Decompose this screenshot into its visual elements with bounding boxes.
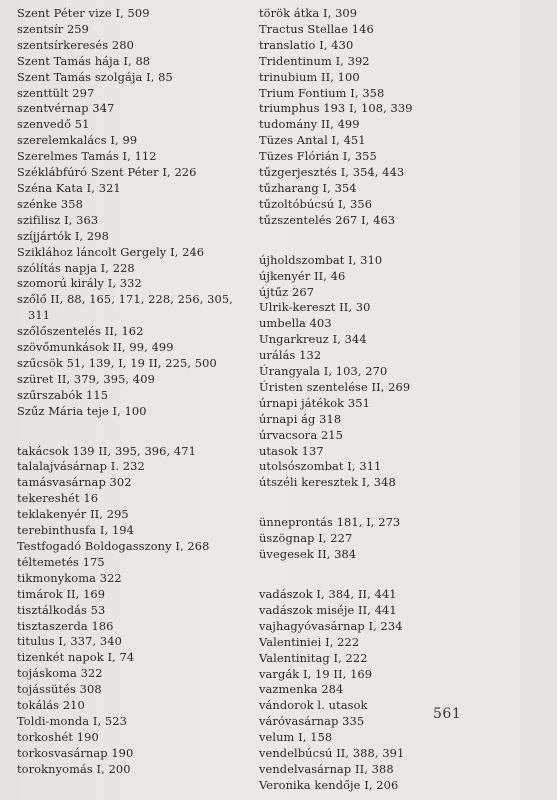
index-entry: vargák I, 19 II, 169 xyxy=(259,666,373,681)
index-entry: Tridentinum I, 392 xyxy=(259,53,370,68)
index-entry: szüret II, 379, 395, 409 xyxy=(17,371,155,386)
index-entry: szenvedő 51 xyxy=(17,117,90,132)
index-entry: útszéli keresztek I, 348 xyxy=(259,475,396,490)
page-number: 561 xyxy=(433,706,462,722)
index-entry: translatio I, 430 xyxy=(259,37,354,52)
index-entry: toroknyomás I, 200 xyxy=(17,761,131,776)
index-entry: Szerelmes Tamás I, 112 xyxy=(17,149,157,164)
index-entry: Úristen szentelése II, 269 xyxy=(259,379,411,394)
index-entry: szifilisz I, 363 xyxy=(17,212,99,227)
index-entry: Valentiniei I, 222 xyxy=(259,634,360,649)
index-entry: tudomány II, 499 xyxy=(259,117,360,132)
index-entry: úrnapi játékok 351 xyxy=(259,395,370,410)
index-entry: Úrangyala I, 103, 270 xyxy=(259,364,388,379)
index-entry: Toldi-monda I, 523 xyxy=(17,713,127,728)
index-entry: titulus I, 337, 340 xyxy=(17,634,122,649)
index-entry: tikmonykoma 322 xyxy=(17,570,122,585)
index-entry: Ungarkreuz I, 344 xyxy=(259,332,367,347)
index-entry: tizenkét napok I, 74 xyxy=(17,650,135,665)
index-entry: szénke 358 xyxy=(17,196,83,211)
index-entry: szőlő II, 88, 165, 171, 228, 256, 305, xyxy=(17,292,233,307)
index-entry: Széklábfúró Szent Péter I, 226 xyxy=(17,165,197,180)
index-entry: Tüzes Antal I, 451 xyxy=(259,133,366,148)
index-entry: talalajvásárnap I. 232 xyxy=(17,459,145,474)
index-entry: téltemetés 175 xyxy=(17,554,105,569)
index-entry: Széna Kata I, 321 xyxy=(17,180,121,195)
index-entry: szűcsök 51, 139, I, 19 II, 225, 500 xyxy=(17,355,217,370)
index-entry: szövőmunkások II, 99, 499 xyxy=(17,340,174,355)
index-entry: timárok II, 169 xyxy=(17,586,106,601)
index-entry: urálás 132 xyxy=(259,348,322,363)
index-entry: torkosvasárnap 190 xyxy=(17,745,134,760)
index-entry: Testfogadó Boldogasszony I, 268 xyxy=(17,539,210,553)
index-entry: tűzszentelés 267 I, 463 xyxy=(259,212,396,227)
index-entry: tojássütés 308 xyxy=(17,682,102,697)
index-entry: vendelvasárnap II, 388 xyxy=(259,761,394,776)
section-gap xyxy=(259,563,481,587)
index-entry: török átka I, 309 xyxy=(259,6,358,20)
index-column-left xyxy=(17,6,257,778)
index-entry: vadászok miséje II, 441 xyxy=(259,602,397,617)
index-entry: szűrszabók 115 xyxy=(17,387,109,402)
index-entry: trinubium II, 100 xyxy=(259,69,360,84)
index-entry: Valentinitag I, 222 xyxy=(259,650,368,665)
index-entry: vadászok I, 384, II, 441 xyxy=(259,587,397,601)
index-entry: velum I, 158 xyxy=(259,730,333,745)
index-entry: tűzgerjesztés I, 354, 443 xyxy=(259,165,405,180)
index-entry: Sziklához láncolt Gergely I, 246 xyxy=(17,244,205,259)
index-entry: szólítás napja I, 228 xyxy=(17,260,135,275)
index-entry: Ulrik-kereszt II, 30 xyxy=(259,300,371,315)
index-column-right xyxy=(259,6,481,794)
index-entry: terebinthusfa I, 194 xyxy=(17,523,134,538)
index-entry-continuation: 311 xyxy=(28,308,51,323)
index-entry: tűzharang I, 354 xyxy=(259,180,357,195)
index-entry: tűzoltóbúcsú I, 356 xyxy=(259,196,373,211)
index-entry: utolsószombat I, 311 xyxy=(259,459,382,474)
index-entry: úrvacsora 215 xyxy=(259,427,343,442)
index-entry: szőlőszentelés II, 162 xyxy=(17,324,144,339)
index-entry: Trium Fontium I, 358 xyxy=(259,85,385,100)
index-entry: üvegesek II, 384 xyxy=(259,547,357,562)
index-entry: szenttült 297 xyxy=(17,85,95,100)
index-entry: tisztaszerda 186 xyxy=(17,618,114,633)
index-entry: tekereshét 16 xyxy=(17,491,99,506)
section-gap xyxy=(259,491,481,515)
index-entry: utasok 137 xyxy=(259,443,324,458)
index-entry: Szent Péter vize I, 509 xyxy=(17,6,150,20)
index-entry: vajhagyóvasárnap I, 234 xyxy=(259,618,403,633)
index-entry: újkenyér II, 46 xyxy=(259,268,346,283)
index-entry: Veronika kendője I, 206 xyxy=(259,777,399,792)
index-entry: ünneprontás 181, I, 273 xyxy=(259,515,401,530)
index-entry: szerelemkalács I, 99 xyxy=(17,133,138,148)
index-entry: újtűz 267 xyxy=(259,284,315,299)
index-entry: Szűz Mária teje I, 100 xyxy=(17,403,147,418)
section-gap xyxy=(17,420,257,444)
index-entry: tokálás 210 xyxy=(17,698,85,713)
index-entry: szentsírkeresés 280 xyxy=(17,37,134,52)
index-entry: szentsír 259 xyxy=(17,21,89,36)
index-entry: szíjjártók I, 298 xyxy=(17,228,109,243)
index-entry: torkoshét 190 xyxy=(17,729,99,744)
index-entry: Szent Tamás szolgája I, 85 xyxy=(17,69,173,84)
index-entry: Tüzes Flórián I, 355 xyxy=(259,149,377,164)
index-entry: triumphus 193 I, 108, 339 xyxy=(259,101,413,116)
index-entry: takácsok 139 II, 395, 396, 471 xyxy=(17,443,196,458)
index-entry: Tractus Stellae 146 xyxy=(259,21,374,36)
index-entry: úrnapi ág 318 xyxy=(259,411,342,426)
index-entry: tisztálkodás 53 xyxy=(17,602,106,617)
index-entry: Szent Tamás hája I, 88 xyxy=(17,53,151,68)
index-entry: vendelbúcsú II, 388, 391 xyxy=(259,746,405,761)
index-entry: vándorok l. utasok xyxy=(259,698,368,713)
index-entry: szentvérnap 347 xyxy=(17,101,115,116)
index-entry: váróvasárnap 335 xyxy=(259,714,365,729)
index-entry: umbella 403 xyxy=(259,316,332,331)
index-entry: szomorú király I, 332 xyxy=(17,276,142,291)
index-entry: vazmenka 284 xyxy=(259,682,344,697)
index-entry: üszögnap I, 227 xyxy=(259,531,353,546)
index-entry: tamásvasárnap 302 xyxy=(17,475,132,490)
index-entry: teklakenyér II, 295 xyxy=(17,507,129,522)
section-gap xyxy=(259,229,481,253)
index-entry: újholdszombat I, 310 xyxy=(259,252,383,267)
index-entry: tojáskoma 322 xyxy=(17,666,103,681)
